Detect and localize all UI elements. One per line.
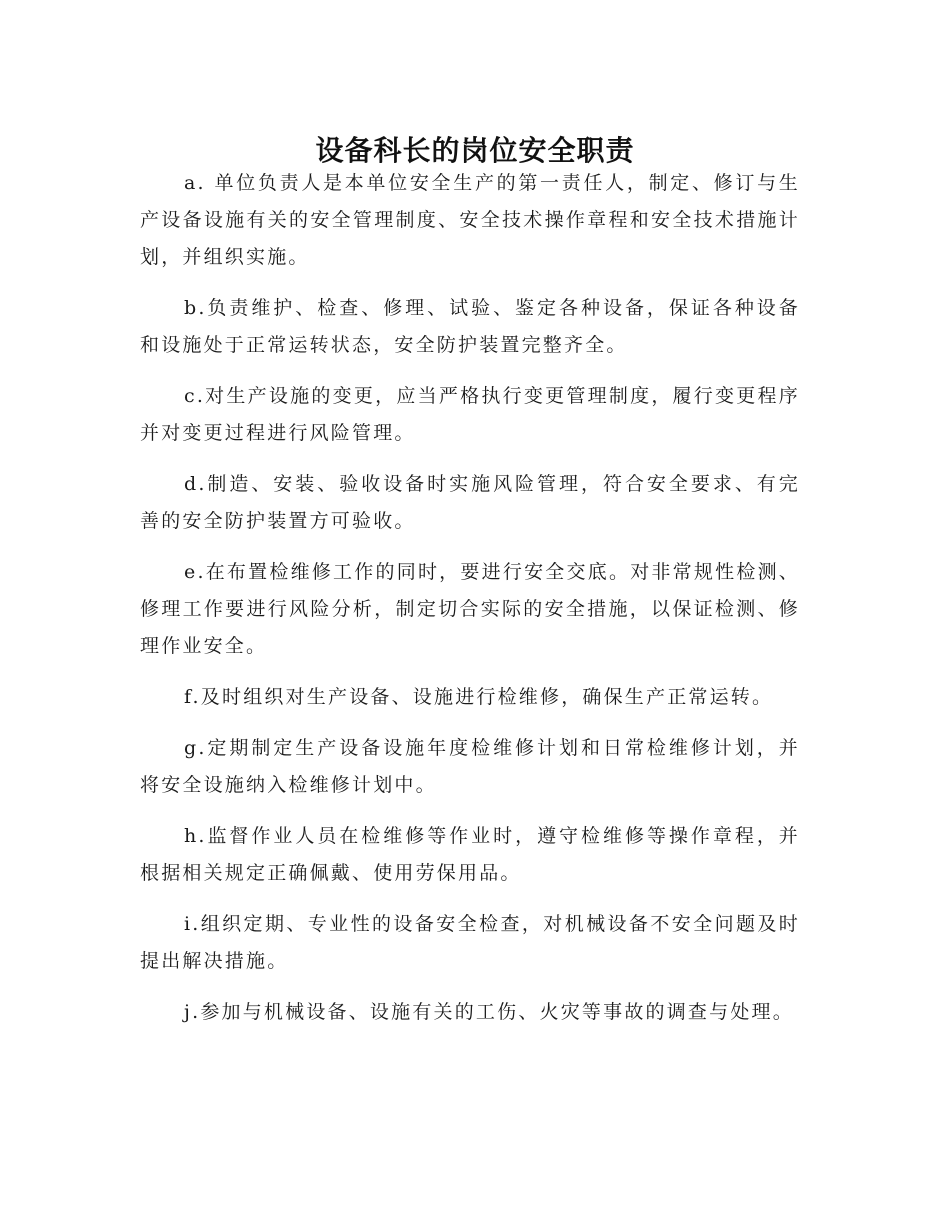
paragraph-e: e.在布置检维修工作的同时，要进行安全交底。对非常规性检测、修理工作要进行风险分析，制定切合实际的安全措施，以保证检测、修理作业安全。 bbox=[140, 561, 800, 657]
paragraph-b: b.负责维护、检查、修理、试验、鉴定各种设备，保证各种设备和设施处于正常运转状态，安全防护装置完整齐全。 bbox=[140, 297, 800, 356]
paragraph-a: a. 单位负责人是本单位安全生产的第一责任人，制定、修订与生产设备设施有关的安全管理制度、安全技术操作章程和安全技术措施计划，并组织实施。 bbox=[140, 172, 800, 268]
paragraph-j: j.参加与机械设备、设施有关的工伤、火灾等事故的调查与处理。 bbox=[184, 1001, 794, 1023]
paragraph-h: h.监督作业人员在检维修等作业时，遵守检维修等操作章程，并根据相关规定正确佩戴、使用劳保用品。 bbox=[140, 825, 800, 884]
paragraph-g: g.定期制定生产设备设施年度检维修计划和日常检维修计划，并将安全设施纳入检维修计划中。 bbox=[140, 737, 800, 796]
paragraph-i: i.组织定期、专业性的设备安全检查，对机械设备不安全问题及时提出解决措施。 bbox=[140, 913, 800, 972]
document-body bbox=[140, 165, 800, 1045]
paragraph-c: c.对生产设施的变更，应当严格执行变更管理制度，履行变更程序并对变更过程进行风险管理。 bbox=[140, 385, 800, 444]
paragraph-d: d.制造、安装、验收设备时实施风险管理，符合安全要求、有完善的安全防护装置方可验收。 bbox=[140, 473, 800, 532]
paragraph-f: f.及时组织对生产设备、设施进行检维修，确保生产正常运转。 bbox=[184, 686, 774, 708]
document-title: 设备科长的岗位安全职责 bbox=[315, 133, 635, 167]
